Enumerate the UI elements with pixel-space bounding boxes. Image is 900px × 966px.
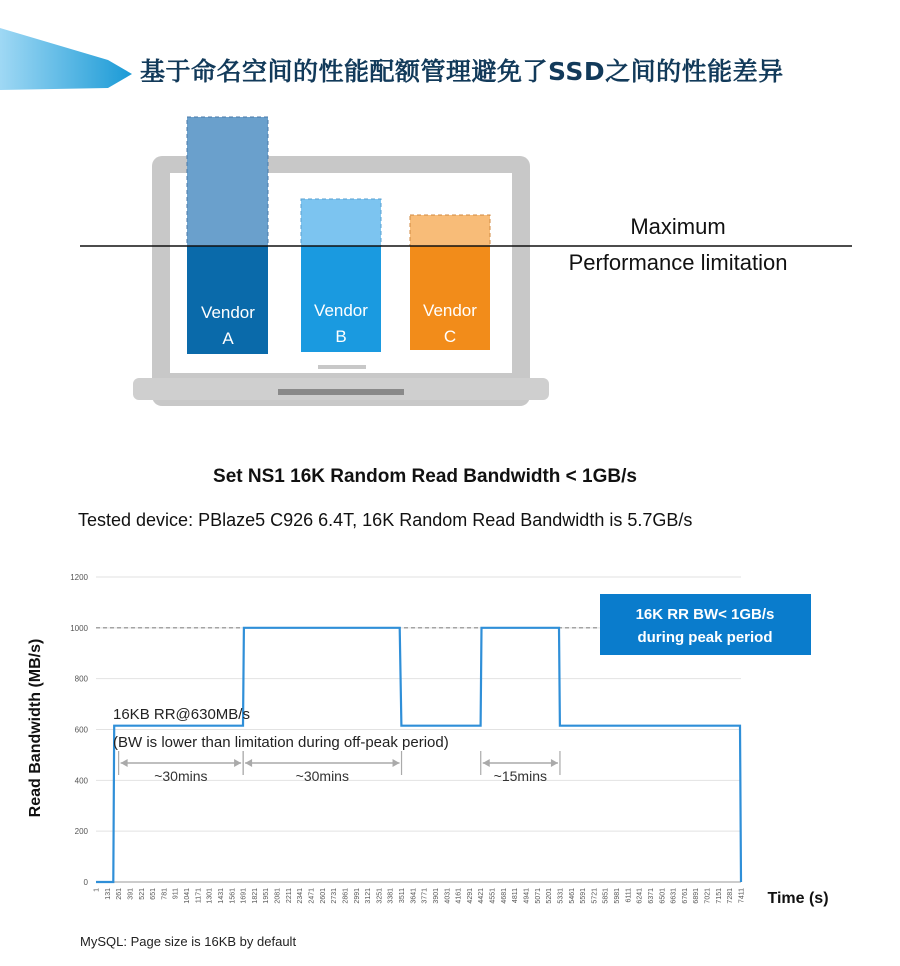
x-tick-label: 3381 — [387, 888, 395, 904]
x-tick-labels — [94, 888, 746, 904]
title-accent-arrow — [0, 28, 140, 108]
x-tick-label: 521 — [138, 888, 146, 900]
x-tick-label: 3771 — [421, 888, 429, 904]
x-tick-label: 261 — [116, 888, 124, 900]
x-tick-label: 2601 — [319, 888, 327, 904]
x-tick-label: 1951 — [263, 888, 271, 904]
x-tick-label: 2731 — [331, 888, 339, 904]
vendor-a-label: Vendor — [201, 303, 255, 322]
x-tick-label: 1431 — [217, 888, 225, 904]
vendor-c-label: Vendor — [423, 301, 477, 320]
x-tick-label: 2211 — [285, 888, 293, 904]
x-tick-label: 3121 — [365, 888, 373, 904]
vendor-b-letter: B — [335, 327, 347, 346]
vendor-a-bar — [187, 117, 268, 354]
x-tick-label: 3901 — [432, 888, 440, 904]
x-tick-label: 2341 — [297, 888, 305, 904]
x-tick-label: 4161 — [455, 888, 463, 904]
x-tick-label: 7411 — [738, 888, 746, 904]
x-tick-label: 131 — [104, 888, 112, 900]
x-tick-label: 5591 — [580, 888, 588, 904]
x-tick-label: 781 — [161, 888, 169, 900]
x-tick-label: 911 — [172, 888, 180, 900]
duration-span — [481, 751, 560, 784]
x-tick-label: 1691 — [240, 888, 248, 904]
x-tick-label: 2081 — [274, 888, 282, 904]
x-tick-label: 1821 — [251, 888, 259, 904]
vendor-illustration — [0, 100, 900, 420]
y-tick-label: 400 — [74, 776, 88, 786]
x-tick-label: 6761 — [681, 888, 689, 904]
x-tick-label: 3251 — [376, 888, 384, 904]
span-label: ~30mins — [154, 768, 208, 784]
vendor-b-bar — [301, 199, 381, 352]
callout-line2: during peak period — [637, 629, 773, 646]
chart-subheading: Tested device: PBlaze5 C926 6.4T, 16K Random Read Bandwidth is 5.7GB/s — [78, 510, 693, 530]
x-tick-label: 5201 — [546, 888, 554, 904]
offpeak-note: (BW is lower than limitation during off-peak period) — [113, 734, 449, 751]
x-tick-label: 5071 — [534, 888, 542, 904]
peak-callout-box — [600, 594, 811, 655]
x-tick-label: 5721 — [591, 888, 599, 904]
rate-label: 16KB RR@630MB/s — [113, 706, 250, 723]
vendor-c-letter: C — [443, 327, 457, 346]
x-tick-label: 6371 — [647, 888, 655, 904]
duration-span — [119, 751, 243, 784]
y-tick-label: 600 — [74, 725, 88, 735]
span-label: ~15mins — [493, 768, 547, 784]
x-tick-label: 2471 — [308, 888, 316, 904]
footnote: MySQL: Page size is 16KB by default — [80, 934, 297, 949]
slide-title: 基于命名空间的性能配额管理避免了SSD之间的性能差异 — [140, 57, 784, 86]
y-axis-label: Read Bandwidth (MB/s) — [27, 638, 44, 818]
x-tick-label: 4551 — [489, 888, 497, 904]
duration-span — [243, 751, 401, 784]
x-tick-label: 5461 — [568, 888, 576, 904]
x-tick-label: 5981 — [614, 888, 622, 904]
x-tick-label: 1561 — [229, 888, 237, 904]
series-line — [96, 628, 741, 882]
x-tick-label: 4681 — [500, 888, 508, 904]
y-tick-label: 0 — [83, 878, 88, 887]
x-tick-label: 4031 — [444, 888, 452, 904]
x-tick-label: 2991 — [353, 888, 361, 904]
x-tick-label: 651 — [150, 888, 158, 900]
x-tick-label: 6241 — [636, 888, 644, 904]
x-axis-label: Time (s) — [767, 890, 829, 907]
x-tick-label: 6891 — [693, 888, 701, 904]
y-tick-label: 800 — [74, 674, 88, 684]
x-tick-label: 7281 — [727, 888, 735, 904]
x-tick-label: 1041 — [184, 888, 192, 904]
x-tick-label: 4811 — [512, 888, 520, 904]
x-tick-label: 391 — [127, 888, 135, 900]
bandwidth-chart — [0, 560, 900, 920]
vendor-c-bar — [410, 215, 490, 350]
x-tick-label: 4941 — [523, 888, 531, 904]
x-tick-label: 5331 — [557, 888, 565, 904]
x-tick-label: 3641 — [410, 888, 418, 904]
callout-line1: 16K RR BW< 1GB/s — [635, 606, 775, 623]
span-label: ~30mins — [295, 768, 349, 784]
duration-spans — [119, 751, 560, 784]
y-tick-labels — [70, 573, 88, 887]
x-tick-label: 1171 — [195, 888, 203, 904]
x-tick-label: 1 — [93, 888, 101, 892]
x-tick-label: 6501 — [659, 888, 667, 904]
y-tick-label: 1000 — [70, 623, 88, 633]
limit-label-line2: Performance limitation — [568, 250, 788, 275]
x-tick-label: 2861 — [342, 888, 350, 904]
limit-label-line1: Maximum — [630, 214, 726, 239]
x-tick-label: 5851 — [602, 888, 610, 904]
x-tick-label: 1301 — [206, 888, 214, 904]
x-tick-label: 6111 — [625, 888, 633, 903]
vendor-a-letter: A — [222, 329, 234, 348]
x-tick-label: 4421 — [478, 888, 486, 904]
x-tick-label: 3511 — [399, 888, 407, 904]
x-tick-label: 4291 — [466, 888, 474, 904]
y-tick-label: 200 — [74, 827, 88, 837]
x-tick-label: 7151 — [715, 888, 723, 904]
vendor-b-label: Vendor — [314, 301, 368, 320]
x-tick-label: 7021 — [704, 888, 712, 904]
x-tick-label: 6631 — [670, 888, 678, 904]
chart-heading: Set NS1 16K Random Read Bandwidth < 1GB/s — [213, 466, 637, 487]
y-tick-label: 1200 — [70, 573, 88, 582]
